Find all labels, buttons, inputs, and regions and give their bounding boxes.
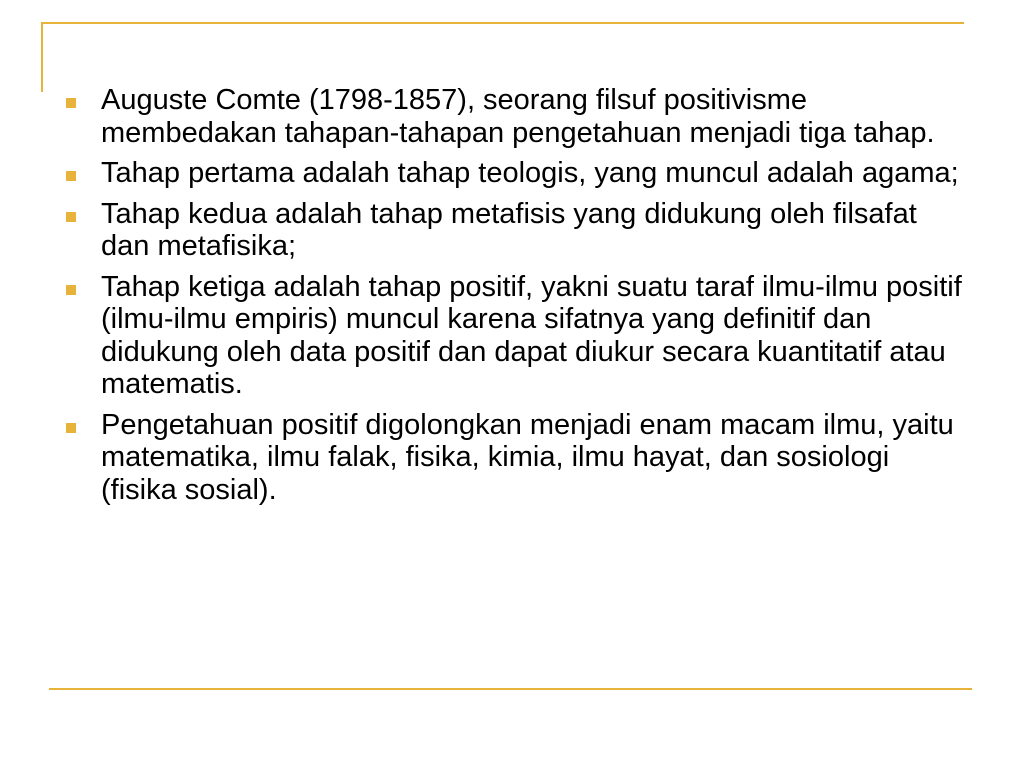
square-bullet-icon: [66, 423, 76, 433]
bullet-item: [62, 84, 962, 149]
bullet-text: Tahap ketiga adalah tahap positif, yakni suatu taraf ilmu-ilmu positif (ilmu-ilmu empiris) muncul karena sifatnya yang definitif dan didukung oleh data positif dan dapat diukur secara kuantitatif atau matematis.: [101, 270, 962, 400]
frame-left-line: [41, 22, 43, 92]
square-bullet-icon: [66, 285, 76, 295]
square-bullet-icon: [66, 212, 76, 222]
bullet-text: Pengetahuan positif digolongkan menjadi enam macam ilmu, yaitu matematika, ilmu falak, fisika, kimia, ilmu hayat, dan sosiologi (fisika sosial).: [101, 408, 954, 506]
frame-top-line: [41, 22, 964, 24]
bullet-item: [62, 157, 962, 190]
frame-bottom-line: [49, 688, 972, 690]
bullet-text: Auguste Comte (1798-1857), seorang filsuf positivisme membedakan tahapan-tahapan pengetahuan menjadi tiga tahap.: [101, 84, 935, 149]
bullet-text: Tahap kedua adalah tahap metafisis yang didukung oleh filsafat dan metafisika;: [101, 197, 917, 262]
bullet-item: [62, 271, 962, 401]
bullet-item: [62, 198, 962, 263]
slide-bullet-list: [62, 84, 962, 514]
bullet-text: Tahap pertama adalah tahap teologis, yang muncul adalah agama;: [101, 157, 959, 189]
square-bullet-icon: [66, 98, 76, 108]
bullet-item: [62, 409, 962, 507]
square-bullet-icon: [66, 171, 76, 181]
